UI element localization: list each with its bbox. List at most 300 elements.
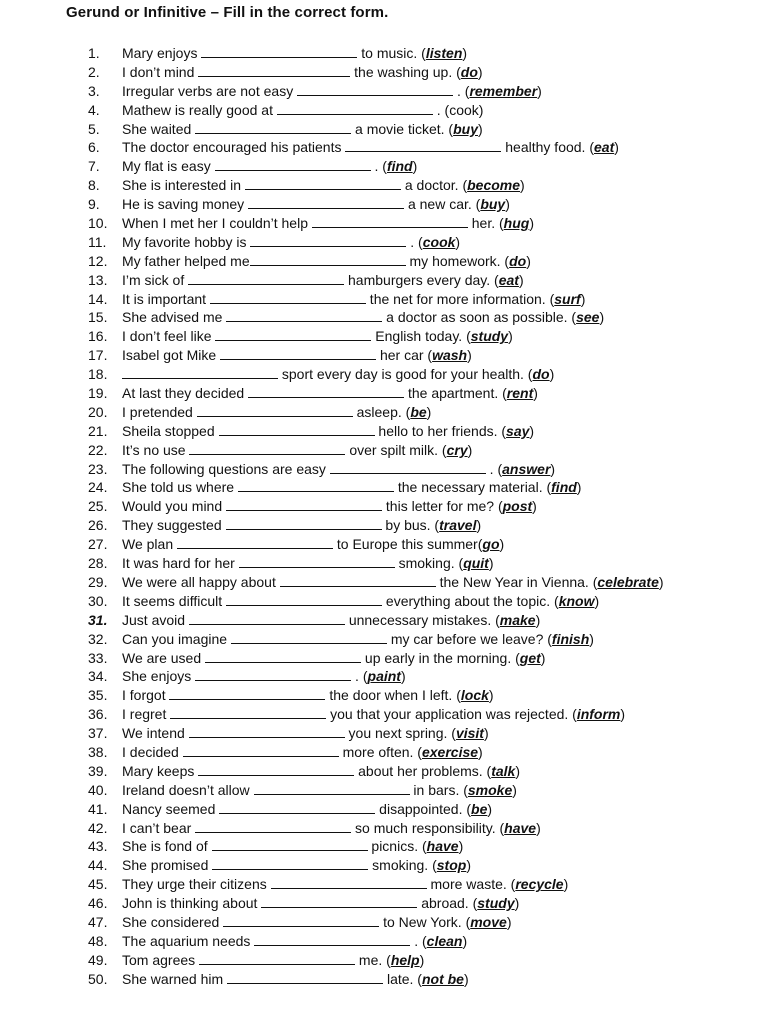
exercise-item [88, 290, 748, 309]
exercise-item [88, 516, 748, 535]
exercise-item [88, 138, 748, 157]
closing-parenthesis: ) [614, 139, 619, 156]
closing-parenthesis: ) [535, 611, 541, 628]
exercise-list [88, 44, 748, 989]
answer-blank[interactable] [201, 56, 357, 58]
closing-parenthesis: ) [478, 743, 483, 760]
sentence-start: Sheila stopped [122, 422, 219, 439]
closing-parenthesis: ) [576, 479, 582, 496]
closing-parenthesis: ) [540, 649, 546, 666]
closing-parenthesis: ) [487, 800, 493, 817]
sentence-start: Nancy seemed [122, 800, 220, 817]
sentence-end: . ( [453, 82, 470, 99]
exercise-item [88, 781, 748, 800]
answer-blank[interactable] [312, 226, 468, 228]
exercise-item [88, 365, 748, 384]
item-number: 48. [88, 932, 108, 949]
base-verb-hint: do [509, 252, 527, 269]
base-verb-hint: finish [551, 630, 590, 647]
sentence-end: healthy food. ( [501, 139, 594, 156]
closing-parenthesis: ) [514, 895, 520, 912]
item-number: 4. [88, 101, 100, 118]
sentence-start: Mary enjoys [122, 45, 202, 61]
answer-blank[interactable] [226, 604, 382, 606]
answer-blank[interactable] [226, 509, 382, 511]
exercise-item [88, 327, 748, 346]
sentence-start: They suggested [122, 517, 226, 534]
exercise-item [88, 384, 748, 403]
sentence-end: to Europe this summer( [333, 536, 483, 553]
item-number: 27. [88, 536, 108, 553]
exercise-item [88, 44, 748, 63]
closing-parenthesis: ) [488, 555, 494, 572]
sentence-start: I regret [122, 706, 171, 723]
sentence-end: late. ( [383, 970, 422, 987]
sentence-start: Isabel got Mike [122, 347, 221, 364]
answer-blank[interactable] [169, 698, 325, 700]
exercise-item [88, 819, 748, 838]
sentence-start: I’m sick of [122, 271, 189, 288]
base-verb-hint: wash [432, 347, 468, 364]
exercise-item [88, 63, 748, 82]
answer-blank[interactable] [189, 453, 345, 455]
base-verb-hint: become [467, 177, 521, 194]
closing-parenthesis: ) [580, 290, 586, 307]
sentence-start: It’s no use [122, 441, 190, 458]
sentence-start: John is thinking about [122, 895, 262, 912]
sentence-start: My favorite hobby is [122, 233, 251, 250]
closing-parenthesis: ) [512, 781, 517, 798]
sentence-end: . ( [370, 158, 387, 175]
answer-blank[interactable] [195, 132, 351, 134]
answer-blank[interactable] [226, 528, 382, 530]
exercise-item [88, 875, 748, 894]
closing-parenthesis: ) [599, 309, 605, 326]
base-verb-hint: talk [491, 762, 516, 779]
item-number: 22. [88, 441, 108, 458]
answer-blank[interactable] [188, 283, 344, 285]
base-verb-hint: be [471, 800, 488, 817]
closing-parenthesis: ) [477, 63, 483, 80]
exercise-item [88, 82, 748, 101]
item-number: 20. [88, 403, 108, 420]
item-number: 1. [88, 45, 100, 61]
closing-parenthesis: ) [658, 573, 664, 590]
exercise-item [88, 592, 748, 611]
closing-parenthesis: ) [467, 441, 473, 458]
answer-blank[interactable] [215, 169, 371, 171]
worksheet-title: Gerund or Infinitive – Fill in the correct form. [66, 4, 389, 21]
base-verb-hint: study [470, 328, 509, 345]
sentence-end: sport every day is good for your health. ( [278, 366, 533, 383]
exercise-item [88, 724, 748, 743]
answer-blank[interactable] [277, 113, 433, 115]
sentence-start: Can you imagine [122, 630, 231, 647]
base-verb-hint: stop [436, 857, 467, 874]
sentence-end: her car ( [376, 347, 433, 364]
answer-blank[interactable] [215, 339, 371, 341]
sentence-start: It seems difficult [122, 592, 227, 609]
sentence-start: We were all happy about [122, 573, 280, 590]
exercise-item [88, 649, 748, 668]
exercise-item [88, 346, 748, 365]
closing-parenthesis: ) [526, 252, 531, 269]
item-number: 39. [88, 762, 108, 779]
closing-parenthesis: ) [462, 45, 468, 61]
sentence-end: her. ( [467, 215, 504, 232]
item-number: 21. [88, 422, 108, 439]
sentence-end: you that your application was rejected. ( [326, 706, 577, 723]
item-number: 8. [88, 177, 100, 194]
item-number: 6. [88, 139, 100, 156]
exercise-item [88, 101, 748, 120]
closing-parenthesis: ) [477, 120, 483, 137]
answer-blank[interactable] [238, 490, 394, 492]
exercise-item [88, 932, 748, 951]
sentence-start: She warned him [122, 970, 228, 987]
item-number: 32. [88, 630, 108, 647]
closing-parenthesis: ) [536, 819, 541, 836]
exercise-item [88, 535, 748, 554]
item-number: 14. [88, 290, 108, 307]
sentence-end: me. ( [355, 951, 391, 968]
base-verb-hint: recycle [515, 876, 564, 893]
base-verb-hint: inform [576, 706, 621, 723]
exercise-item [88, 214, 748, 233]
base-verb-hint: not be [421, 970, 464, 987]
closing-parenthesis: ) [462, 932, 468, 949]
sentence-start: She enjoys [122, 668, 196, 685]
answer-blank[interactable] [226, 320, 382, 322]
base-verb-hint: buy [453, 120, 478, 137]
answer-blank[interactable] [250, 245, 406, 247]
sentence-end: so much responsibility. ( [351, 819, 505, 836]
answer-blank[interactable] [254, 944, 410, 946]
closing-parenthesis: ) [476, 517, 482, 534]
base-verb-hint: see [576, 309, 600, 326]
item-number: 34. [88, 668, 108, 685]
exercise-item [88, 913, 748, 932]
item-number: 16. [88, 328, 108, 345]
sentence-start: I decided [122, 743, 183, 760]
sentence-end: . ( [351, 668, 368, 685]
answer-blank[interactable] [189, 623, 345, 625]
item-number: 24. [88, 479, 108, 496]
item-number: 18. [88, 366, 108, 383]
sentence-end: abroad. ( [417, 895, 478, 912]
item-number: 33. [88, 649, 108, 666]
sentence-start: Ireland doesn’t allow [122, 781, 254, 798]
sentence-start: She promised [122, 857, 213, 874]
sentence-start: Mathew is really good at [122, 101, 277, 118]
item-number: 45. [88, 876, 108, 893]
sentence-end: the necessary material. ( [393, 479, 552, 496]
answer-blank[interactable] [170, 717, 326, 719]
item-number: 36. [88, 706, 108, 723]
base-verb-hint: clean [426, 932, 463, 949]
sentence-start: I pretended [122, 403, 197, 420]
closing-parenthesis: ) [466, 857, 471, 874]
item-number: 41. [88, 800, 108, 817]
item-number: 13. [88, 271, 108, 288]
closing-parenthesis: ) [506, 913, 512, 930]
sentence-end: unnecessary mistakes. ( [344, 611, 500, 628]
sentence-start: They urge their citizens [122, 876, 271, 893]
closing-parenthesis: ) [550, 460, 556, 477]
answer-blank[interactable] [248, 396, 404, 398]
sentence-start: She considered [122, 913, 224, 930]
sentence-end: disappointed. ( [375, 800, 472, 817]
closing-parenthesis: ) [529, 422, 535, 439]
sentence-end: asleep. ( [352, 403, 411, 420]
answer-blank[interactable] [197, 415, 353, 417]
exercise-item [88, 422, 748, 441]
exercise-item [88, 705, 748, 724]
answer-blank[interactable] [198, 75, 350, 77]
sentence-end: English today. ( [371, 328, 471, 345]
sentence-end: the New Year in Vienna. ( [435, 573, 598, 590]
sentence-end: the apartment. ( [404, 385, 507, 402]
exercise-item [88, 497, 748, 516]
sentence-end: the net for more information. ( [365, 290, 555, 307]
exercise-item [88, 667, 748, 686]
exercise-item [88, 403, 748, 422]
closing-parenthesis: ) [400, 668, 406, 685]
closing-parenthesis: ) [505, 196, 510, 213]
sentence-end: . ( [406, 233, 423, 250]
item-number: 30. [88, 592, 108, 609]
closing-parenthesis: ) [412, 158, 418, 175]
base-verb-hint: celebrate [597, 573, 659, 590]
sentence-end: to music. ( [357, 45, 426, 61]
sentence-end: everything about the topic. ( [382, 592, 559, 609]
item-number: 25. [88, 498, 108, 515]
sentence-end: . ( [485, 460, 503, 477]
sentence-end: . (co [432, 101, 464, 118]
sentence-start: The aquarium needs [122, 932, 255, 949]
sentence-start: The following questions are easy [122, 460, 330, 477]
base-verb-hint: move [470, 913, 507, 930]
answer-blank[interactable] [219, 812, 375, 814]
answer-blank[interactable] [220, 358, 376, 360]
answer-blank[interactable] [212, 868, 368, 870]
sentence-end: a doctor. ( [400, 177, 468, 194]
base-verb-hint: quit [463, 555, 489, 572]
sentence-start: We are used [122, 649, 206, 666]
answer-blank[interactable] [198, 774, 354, 776]
base-verb-hint: eat [594, 139, 615, 156]
exercise-item [88, 837, 748, 856]
base-verb-hint: listen [425, 45, 463, 61]
item-number: 19. [88, 385, 108, 402]
base-verb-hint: say [506, 422, 530, 439]
item-number: 15. [88, 309, 108, 326]
answer-blank[interactable] [254, 793, 410, 795]
sentence-start: She is fond of [122, 838, 212, 855]
answer-blank[interactable] [195, 679, 351, 681]
base-verb-hint: help [390, 951, 420, 968]
exercise-item [88, 441, 748, 460]
closing-parenthesis: ) [589, 630, 594, 647]
closing-parenthesis: ) [463, 970, 469, 987]
base-verb-hint: be [410, 403, 427, 420]
base-verb-hint: cry [446, 441, 468, 458]
answer-blank[interactable] [271, 887, 427, 889]
closing-parenthesis: ok) [463, 101, 484, 118]
answer-blank[interactable] [248, 207, 404, 209]
sentence-start: My flat is easy [122, 158, 215, 175]
sentence-end: my car before we leave? ( [386, 630, 552, 647]
sentence-start: She is interested in [122, 177, 245, 194]
sentence-end: a doctor as soon as possible. ( [382, 309, 577, 326]
closing-parenthesis: ) [455, 233, 461, 250]
sentence-end: over spilt milk. ( [345, 441, 447, 458]
answer-blank[interactable] [122, 377, 278, 379]
base-verb-hint: exercise [421, 743, 479, 760]
base-verb-hint: make [499, 611, 536, 628]
sentence-start: I don’t feel like [122, 328, 216, 345]
exercise-item [88, 970, 748, 989]
base-verb-hint: answer [502, 460, 551, 477]
item-number: 23. [88, 460, 108, 477]
closing-parenthesis: ) [529, 215, 534, 232]
exercise-item [88, 951, 748, 970]
answer-blank[interactable] [219, 434, 375, 436]
exercise-item [88, 460, 748, 479]
base-verb-hint: find [386, 158, 413, 175]
sentence-start: At last they decided [122, 385, 249, 402]
exercise-item [88, 120, 748, 139]
sentence-start: We intend [122, 725, 189, 742]
item-number: 31. [88, 611, 108, 628]
item-number: 5. [88, 120, 100, 137]
sentence-start: I can’t bear [122, 819, 196, 836]
answer-blank[interactable] [261, 906, 417, 908]
sentence-start: I forgot [122, 687, 170, 704]
closing-parenthesis: ) [532, 498, 537, 515]
sentence-start: She told us where [122, 479, 238, 496]
base-verb-hint: remember [469, 82, 538, 99]
answer-blank[interactable] [177, 547, 333, 549]
closing-parenthesis: ) [594, 592, 600, 609]
sentence-end: a movie ticket. ( [351, 120, 454, 137]
closing-parenthesis: ) [563, 876, 569, 893]
exercise-item [88, 176, 748, 195]
answer-blank[interactable] [195, 831, 351, 833]
item-number: 46. [88, 895, 108, 912]
item-number: 3. [88, 82, 100, 99]
item-number: 29. [88, 573, 108, 590]
item-number: 17. [88, 347, 108, 364]
exercise-item [88, 686, 748, 705]
answer-blank[interactable] [205, 661, 361, 663]
base-verb-hint: eat [498, 271, 519, 288]
exercise-item [88, 894, 748, 913]
item-number: 12. [88, 252, 108, 269]
answer-blank[interactable] [280, 585, 436, 587]
closing-parenthesis: ) [467, 347, 472, 364]
closing-parenthesis: ) [549, 366, 555, 383]
closing-parenthesis: ) [426, 403, 432, 420]
base-verb-hint: lock [460, 687, 489, 704]
answer-blank[interactable] [223, 925, 379, 927]
sentence-start: When I met her I couldn’t help [122, 215, 312, 232]
answer-blank[interactable] [345, 150, 501, 152]
closing-parenthesis: ) [499, 536, 505, 553]
exercise-item [88, 308, 748, 327]
answer-blank[interactable] [210, 302, 366, 304]
base-verb-hint: hug [503, 215, 530, 232]
sentence-end: hello to her friends. ( [374, 422, 507, 439]
base-verb-hint: study [477, 895, 515, 912]
answer-blank[interactable] [212, 849, 368, 851]
base-verb-hint: visit [455, 725, 484, 742]
sentence-end: smoking. ( [394, 555, 464, 572]
item-number: 7. [88, 158, 100, 175]
answer-blank[interactable] [250, 264, 406, 266]
sentence-start: It is important [122, 290, 210, 307]
item-number: 38. [88, 743, 108, 760]
sentence-start: Would you mind [122, 498, 227, 515]
sentence-end: hamburgers every day. ( [344, 271, 499, 288]
sentence-start: It was hard for her [122, 555, 239, 572]
sentence-end: to New York. ( [379, 913, 471, 930]
base-verb-hint: find [551, 479, 577, 496]
item-number: 42. [88, 819, 108, 836]
exercise-item [88, 800, 748, 819]
item-number: 35. [88, 687, 108, 704]
answer-blank[interactable] [231, 642, 387, 644]
answer-blank[interactable] [199, 963, 355, 965]
sentence-end: . ( [410, 932, 427, 949]
sentence-start: My father helped me [122, 252, 250, 269]
answer-blank[interactable] [183, 755, 339, 757]
base-verb-hint: cook [422, 233, 456, 250]
item-number: 28. [88, 555, 108, 572]
closing-parenthesis: ) [533, 385, 538, 402]
exercise-item [88, 743, 748, 762]
answer-blank[interactable] [239, 566, 395, 568]
base-verb-hint: post [502, 498, 533, 515]
sentence-end: in bars. ( [409, 781, 468, 798]
sentence-start: We plan [122, 536, 177, 553]
answer-blank[interactable] [227, 982, 383, 984]
answer-blank[interactable] [330, 472, 486, 474]
exercise-item [88, 630, 748, 649]
sentence-end: picnics. ( [367, 838, 427, 855]
exercise-item [88, 762, 748, 781]
closing-parenthesis: ) [515, 762, 521, 779]
closing-parenthesis: ) [483, 725, 489, 742]
exercise-item [88, 611, 748, 630]
exercise-item [88, 195, 748, 214]
sentence-start: Mary keeps [122, 762, 199, 779]
exercise-item [88, 554, 748, 573]
answer-blank[interactable] [297, 94, 453, 96]
sentence-end: you next spring. ( [344, 725, 456, 742]
base-verb-hint: do [532, 366, 550, 383]
base-verb-hint: have [504, 819, 537, 836]
closing-parenthesis: ) [518, 271, 524, 288]
exercise-item [88, 856, 748, 875]
sentence-end: more waste. ( [426, 876, 516, 893]
answer-blank[interactable] [245, 188, 401, 190]
sentence-end: smoking. ( [368, 857, 437, 874]
item-number: 49. [88, 951, 108, 968]
answer-blank[interactable] [189, 736, 345, 738]
sentence-start: He is saving money [122, 196, 249, 213]
exercise-item [88, 271, 748, 290]
